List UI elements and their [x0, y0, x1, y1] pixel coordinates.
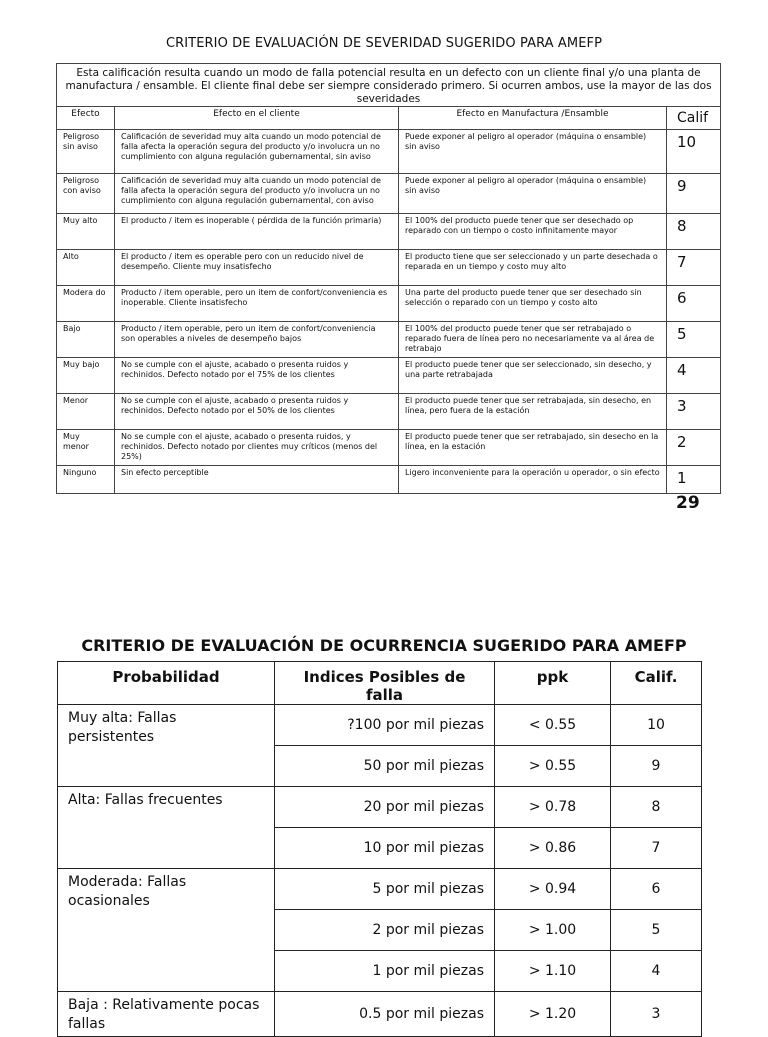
page-number: 29 — [676, 493, 700, 513]
rating-cell: 5 — [667, 322, 721, 358]
probability-cell: Moderada: Fallas ocasionales — [58, 869, 275, 992]
header-efecto-manufactura: Efecto en Manufactura /Ensamble — [399, 107, 667, 130]
severity-row — [57, 466, 721, 494]
failure-index-cell: 50 por mil piezas — [275, 746, 495, 787]
manufacturing-effect-cell: El producto tiene que ser seleccionado y un parte desechada o reparada en un tiempo y costo muy alto — [399, 250, 667, 286]
manufacturing-effect-cell: El 100% del producto puede tener que ser retrabajado o reparado fuera de línea pero no necesariamente va al área de retrabajo — [399, 322, 667, 358]
header-indices: Indices Posibles de falla — [275, 662, 495, 705]
rating-cell: 2 — [667, 430, 721, 466]
header-ppk: ppk — [495, 662, 611, 705]
effect-cell: Muy alto — [57, 214, 115, 250]
customer-effect-cell: Producto / item operable, pero un item de confort/conveniencia es inoperable. Cliente insatisfecho — [115, 286, 399, 322]
rating-cell: 8 — [611, 787, 702, 828]
failure-index-cell: 20 por mil piezas — [275, 787, 495, 828]
severity-header-row — [57, 107, 721, 130]
effect-cell: Peligroso con aviso — [57, 174, 115, 214]
rating-cell: 9 — [667, 174, 721, 214]
ppk-cell: > 1.20 — [495, 992, 611, 1037]
severity-intro-row — [57, 64, 721, 107]
header-efecto: Efecto — [57, 107, 115, 130]
customer-effect-cell: Producto / item operable, pero un item de confort/conveniencia son operables a niveles de desempeño bajos — [115, 322, 399, 358]
severity-row — [57, 286, 721, 322]
rating-cell: 4 — [667, 358, 721, 394]
rating-cell: 6 — [667, 286, 721, 322]
occurrence-row — [58, 787, 702, 828]
severity-row — [57, 322, 721, 358]
effect-cell: Alto — [57, 250, 115, 286]
header-calif: Calif — [667, 107, 721, 130]
occurrence-table — [57, 661, 702, 1037]
manufacturing-effect-cell: El 100% del producto puede tener que ser desechado op reparado con un tiempo o costo infinitamente mayor — [399, 214, 667, 250]
rating-cell: 1 — [667, 466, 721, 494]
severity-table — [56, 63, 721, 494]
severity-row — [57, 250, 721, 286]
severity-row — [57, 130, 721, 174]
ppk-cell: < 0.55 — [495, 705, 611, 746]
customer-effect-cell: No se cumple con el ajuste, acabado o presenta ruidos y rechinidos. Defecto notado por el 75% de los clientes — [115, 358, 399, 394]
severity-intro: Esta calificación resulta cuando un modo de falla potencial resulta en un defecto con un cliente final y/o una planta de manufactura / ensamble. El cliente final debe ser siempre considerado primero. Si ocurren ambos, use la mayor de las dos severidades — [57, 64, 721, 107]
customer-effect-cell: No se cumple con el ajuste, acabado o presenta ruidos, y rechinidos. Defecto notado por clientes muy críticos (menos del 25%) — [115, 430, 399, 466]
ppk-cell: > 0.55 — [495, 746, 611, 787]
rating-cell: 3 — [667, 394, 721, 430]
ppk-cell: > 1.00 — [495, 910, 611, 951]
effect-cell: Menor — [57, 394, 115, 430]
rating-cell: 6 — [611, 869, 702, 910]
effect-cell: Muy bajo — [57, 358, 115, 394]
rating-cell: 10 — [611, 705, 702, 746]
manufacturing-effect-cell: Una parte del producto puede tener que ser desechado sin selección o reparado con un tiempo y costo alto — [399, 286, 667, 322]
occurrence-header-row — [58, 662, 702, 705]
rating-cell: 9 — [611, 746, 702, 787]
probability-cell: Baja : Relativamente pocas fallas — [58, 992, 275, 1037]
header-probabilidad: Probabilidad — [58, 662, 275, 705]
severity-row — [57, 430, 721, 466]
customer-effect-cell: El producto / item es operable pero con un reducido nivel de desempeño. Cliente muy insatisfecho — [115, 250, 399, 286]
header-calif: Calif. — [611, 662, 702, 705]
rating-cell: 4 — [611, 951, 702, 992]
effect-cell: Muy menor — [57, 430, 115, 466]
severity-row — [57, 174, 721, 214]
manufacturing-effect-cell: Puede exponer al peligro al operador (máquina o ensamble) sin aviso — [399, 130, 667, 174]
failure-index-cell: 5 por mil piezas — [275, 869, 495, 910]
severity-title: CRITERIO DE EVALUACIÓN DE SEVERIDAD SUGERIDO PARA AMEFP — [165, 36, 603, 51]
occurrence-title: CRITERIO DE EVALUACIÓN DE OCURRENCIA SUGERIDO PARA AMEFP — [81, 636, 687, 655]
occurrence-row — [58, 992, 702, 1037]
ppk-cell: > 0.78 — [495, 787, 611, 828]
header-efecto-cliente: Efecto en el cliente — [115, 107, 399, 130]
customer-effect-cell: Sin efecto perceptible — [115, 466, 399, 494]
rating-cell: 3 — [611, 992, 702, 1037]
failure-index-cell: 0.5 por mil piezas — [275, 992, 495, 1037]
probability-cell: Muy alta: Fallas persistentes — [58, 705, 275, 787]
customer-effect-cell: Calificación de severidad muy alta cuando un modo potencial de falla afecta la operación segura del producto y/o involucra un no cumplimiento con alguna regulación gubernamental, sin aviso — [115, 130, 399, 174]
manufacturing-effect-cell: Puede exponer al peligro al operador (máquina o ensamble) sin aviso — [399, 174, 667, 214]
failure-index-cell: ?100 por mil piezas — [275, 705, 495, 746]
customer-effect-cell: No se cumple con el ajuste, acabado o presenta ruidos y rechinidos. Defecto notado por el 50% de los clientes — [115, 394, 399, 430]
probability-cell: Alta: Fallas frecuentes — [58, 787, 275, 869]
manufacturing-effect-cell: El producto puede tener que ser retrabajado, sin desecho en la línea, en la estación — [399, 430, 667, 466]
rating-cell: 5 — [611, 910, 702, 951]
manufacturing-effect-cell: El producto puede tener que ser retrabajada, sin desecho, en línea, pero fuera de la estación — [399, 394, 667, 430]
customer-effect-cell: El producto / item es inoperable ( pérdida de la función primaria) — [115, 214, 399, 250]
manufacturing-effect-cell: Ligero inconveniente para la operación u operador, o sin efecto — [399, 466, 667, 494]
effect-cell: Peligroso sin aviso — [57, 130, 115, 174]
rating-cell: 10 — [667, 130, 721, 174]
manufacturing-effect-cell: El producto puede tener que ser seleccionado, sin desecho, y una parte retrabajada — [399, 358, 667, 394]
effect-cell: Modera do — [57, 286, 115, 322]
occurrence-row — [58, 869, 702, 910]
effect-cell: Bajo — [57, 322, 115, 358]
severity-row — [57, 394, 721, 430]
ppk-cell: > 0.94 — [495, 869, 611, 910]
rating-cell: 7 — [611, 828, 702, 869]
ppk-cell: > 1.10 — [495, 951, 611, 992]
rating-cell: 8 — [667, 214, 721, 250]
ppk-cell: > 0.86 — [495, 828, 611, 869]
customer-effect-cell: Calificación de severidad muy alta cuando un modo potencial de falla afecta la operación segura del producto y/o involucra un no cumplimiento con alguna regulación gubernamental, con aviso — [115, 174, 399, 214]
severity-row — [57, 358, 721, 394]
severity-row — [57, 214, 721, 250]
occurrence-row — [58, 705, 702, 746]
effect-cell: Ninguno — [57, 466, 115, 494]
failure-index-cell: 1 por mil piezas — [275, 951, 495, 992]
rating-cell: 7 — [667, 250, 721, 286]
failure-index-cell: 2 por mil piezas — [275, 910, 495, 951]
failure-index-cell: 10 por mil piezas — [275, 828, 495, 869]
